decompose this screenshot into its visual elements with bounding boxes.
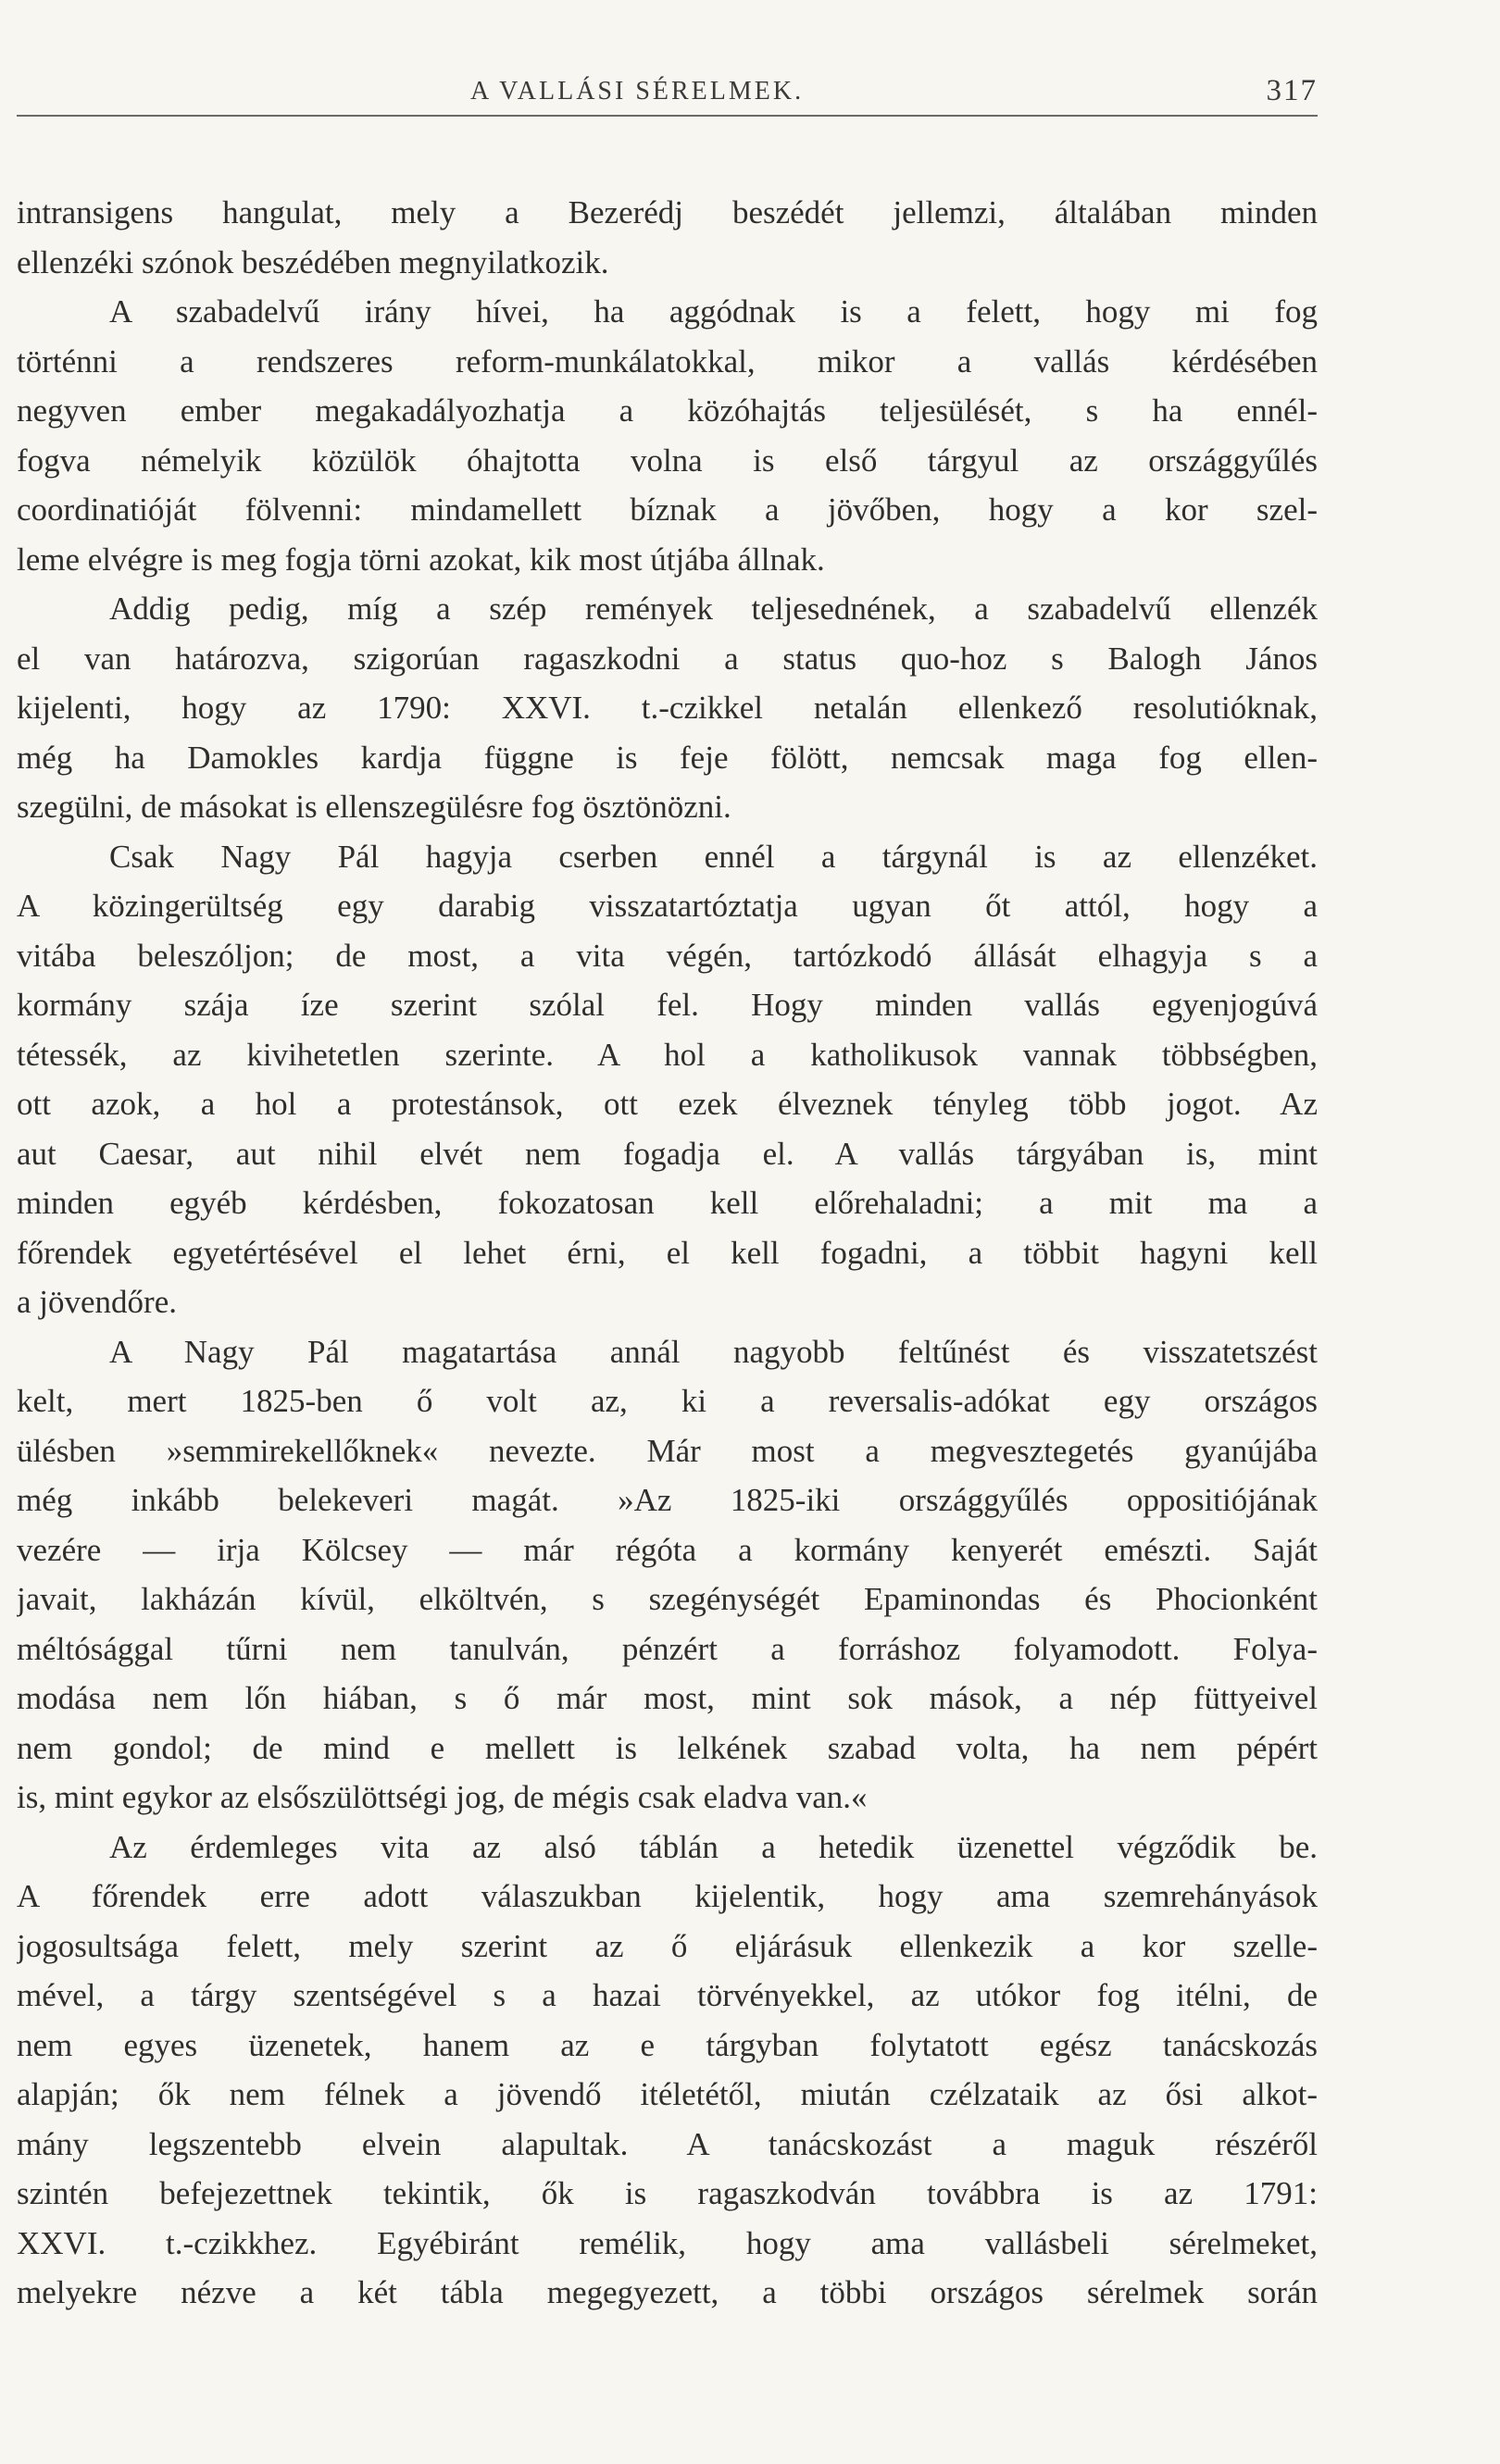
text-line: a jövendőre. xyxy=(17,1284,177,1320)
text-line: mével, a tárgy szentségével s a hazai törvényekkel, az utókor fog itélni, de xyxy=(17,1977,1318,2013)
text-line: el van határozva, szigorúan ragaszkodni a status quo-hoz s Balogh János xyxy=(17,640,1318,677)
text-line: méltósággal tűrni nem tanulván, pénzért a forráshoz folyamodott. Folya- xyxy=(17,1630,1318,1667)
text-line: minden egyéb kérdésben, fokozatosan kell előrehaladni; a mit ma a xyxy=(17,1185,1318,1221)
text-line: kijelenti, hogy az 1790: XXVI. t.-czikkel netalán ellenkező resolutióknak, xyxy=(17,690,1318,726)
text-line: javait, lakházán kívül, elköltvén, s szegénységét Epaminondas és Phocionként xyxy=(17,1581,1318,1617)
text-line: ülésben »semmirekellőknek« nevezte. Már most a megvesztegetés gyanújába xyxy=(17,1432,1318,1469)
text-line: alapján; ők nem félnek a jövendő itéletétől, miután czélzataik az ősi alkot- xyxy=(17,2076,1318,2112)
page-number: 317 xyxy=(1266,74,1318,107)
text-line: fogva némelyik közülök óhajtotta volna is első tárgyul az országgyűlés xyxy=(17,442,1318,479)
text-line: A szabadelvű irány hívei, ha aggódnak is a felett, hogy mi fog xyxy=(109,293,1318,330)
text-line: kelt, mert 1825-ben ő volt az, ki a reversalis-adókat egy országos xyxy=(17,1383,1318,1419)
text-line: még inkább belekeveri magát. »Az 1825-iki országgyűlés oppositiójának xyxy=(17,1482,1318,1518)
text-line: XXVI. t.-czikkhez. Egyébiránt remélik, hogy ama vallásbeli sérelmeket, xyxy=(17,2224,1318,2261)
text-line: negyven ember megakadályozhatja a közóhajtás teljesülését, s ha ennél- xyxy=(17,392,1318,429)
text-line: nem egyes üzenetek, hanem az e tárgyban folytatott egész tanácskozás xyxy=(17,2026,1318,2063)
text-line: Csak Nagy Pál hagyja cserben ennél a tárgynál is az ellenzéket. xyxy=(109,838,1318,875)
text-line: ott azok, a hol a protestánsok, ott ezek élveznek tényleg több jogot. Az xyxy=(17,1086,1318,1122)
text-line: szegülni, de másokat is ellenszegülésre fog ösztönözni. xyxy=(17,789,731,825)
text-line: jogosultsága felett, mely szerint az ő eljárásuk ellenkezik a kor szelle- xyxy=(17,1927,1318,1964)
text-line: tétessék, az kivihetetlen szerinte. A hol a katholikusok vannak többségben, xyxy=(17,1036,1318,1073)
text-line: ellenzéki szónok beszédében megnyilatkozik. xyxy=(17,243,609,280)
text-line: intransigens hangulat, mely a Bezerédj beszédét jellemzi, általában minden xyxy=(17,194,1318,230)
text-line: A közingerültség egy darabig visszatartóztatja ugyan őt attól, hogy a xyxy=(17,888,1318,924)
text-line: leme elvégre is meg fogja törni azokat, kik most útjába állnak. xyxy=(17,541,825,578)
text-line: is, mint egykor az elsőszülöttségi jog, de mégis csak eladva van.« xyxy=(17,1779,868,1815)
text-line: modása nem lőn hiában, s ő már most, mint sok mások, a nép füttyeivel xyxy=(17,1680,1318,1716)
running-title: A VALLÁSI SÉRELMEK. xyxy=(470,77,805,106)
text-line: történni a rendszeres reform-munkálatokkal, mikor a vallás kérdésében xyxy=(17,342,1318,380)
text-line: még ha Damokles kardja függne is feje fölött, nemcsak maga fog ellen- xyxy=(17,739,1318,776)
text-line: melyekre nézve a két tábla megegyezett, a többi országos sérelmek során xyxy=(17,2274,1318,2310)
text-line: A Nagy Pál magatartása annál nagyobb feltűnést és visszatetszést xyxy=(109,1333,1318,1370)
text-line: vezére — irja Kölcsey — már régóta a kormány kenyerét emészti. Saját xyxy=(17,1531,1318,1568)
text-line: főrendek egyetértésével el lehet érni, el kell fogadni, a többit hagyni kell xyxy=(17,1234,1318,1271)
text-line: kormány szája íze szerint szólal fel. Hogy minden vallás egyenjogúvá xyxy=(17,987,1318,1023)
text-line: aut Caesar, aut nihil elvét nem fogadja el. A vallás tárgyában is, mint xyxy=(17,1135,1318,1172)
text-line: vitába beleszóljon; de most, a vita végén, tartózkodó állását elhagyja s a xyxy=(17,937,1318,974)
running-header xyxy=(17,69,1318,119)
text-line: coordinatióját fölvenni: mindamellett bíznak a jövőben, hogy a kor szel- xyxy=(17,492,1318,528)
text-line: nem gondol; de mind e mellett is lelkének szabad volta, ha nem pépért xyxy=(17,1729,1318,1766)
text-line: szintén befejezettnek tekintik, ők is ragaszkodván továbbra is az 1791: xyxy=(17,2175,1318,2211)
body-text xyxy=(17,188,1318,2318)
text-line: Az érdemleges vita az alsó táblán a hetedik üzenettel végződik be. xyxy=(109,1828,1318,1865)
header-rule xyxy=(17,115,1318,117)
text-line: mány legszentebb elvein alapultak. A tanácskozást a maguk részéről xyxy=(17,2125,1318,2162)
text-line: A főrendek erre adott válaszukban kijelentik, hogy ama szemrehányások xyxy=(17,1878,1318,1914)
text-line: Addig pedig, míg a szép remények teljesednének, a szabadelvű ellenzék xyxy=(109,591,1318,627)
